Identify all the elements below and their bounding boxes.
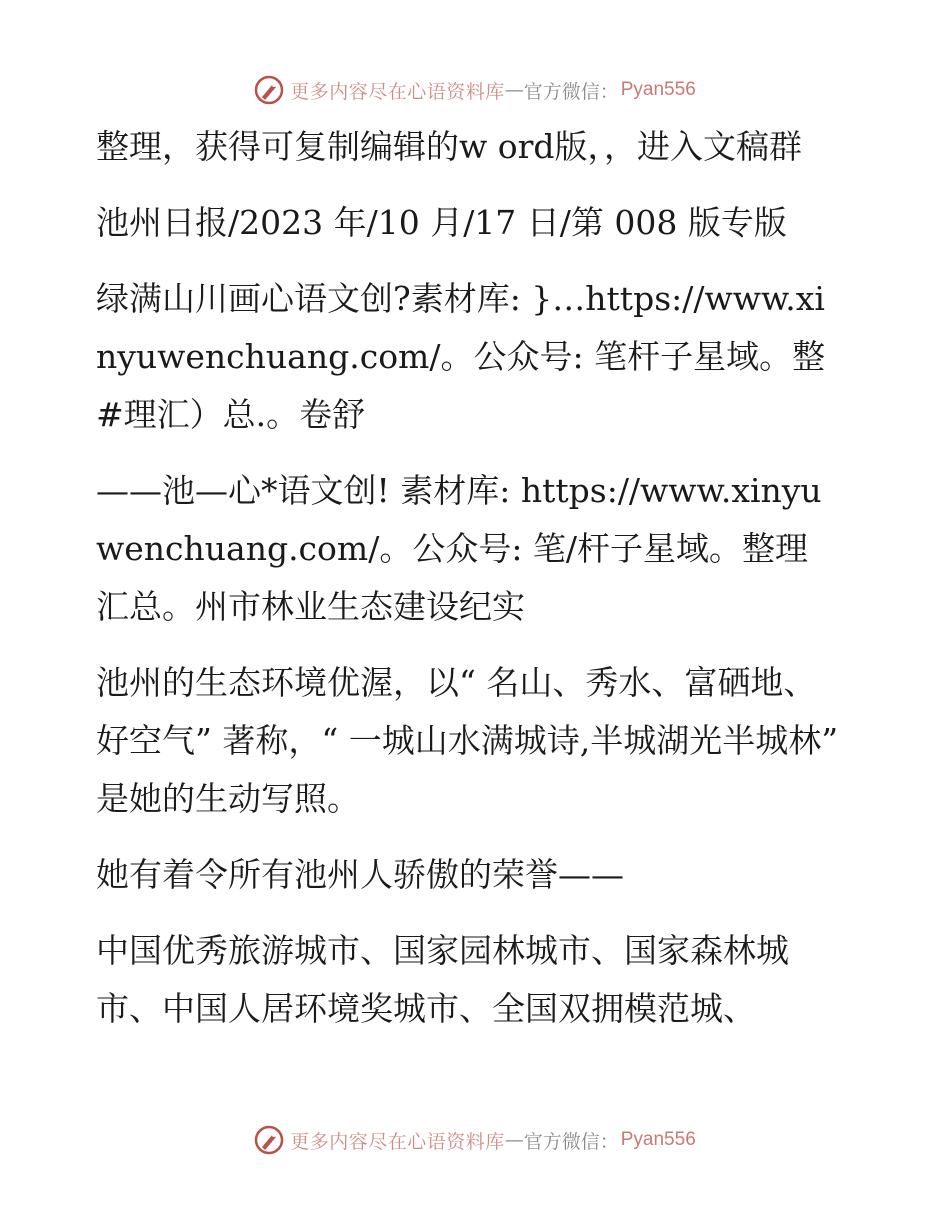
paragraph: 中国优秀旅游城市、国家园林城市、国家森林城市、中国人居环境奖城市、全国双拥模范城、 [96, 931, 789, 1028]
paragraph: 整理，获得可复制编辑的w ord版，，进入文稿群 [96, 127, 803, 166]
watermark-separator: — [504, 79, 524, 101]
pen-logo-icon [254, 1125, 284, 1155]
paragraph: 池州日报/2023 年/10 月/17 日/第 008 版专版 [96, 203, 787, 242]
watermark-footer [0, 1120, 950, 1160]
paragraph: 她有着令所有池州人骄傲的荣誉—— [96, 855, 624, 894]
watermark-header [0, 70, 950, 110]
watermark-id: Pyan556 [620, 79, 696, 100]
watermark-text: 更多内容尽在心语资料库 [290, 1130, 505, 1153]
paragraph: 绿满山川画心语文创?素材库: }…https://www.xinyuwenchuang.com/。公众号: 笔杆子星域。整#理汇）总.。卷舒 [96, 279, 826, 434]
watermark-separator: — [504, 1129, 524, 1151]
watermark-text: 更多内容尽在心语资料库 [290, 80, 505, 103]
watermark-id: Pyan556 [620, 1129, 696, 1150]
watermark-label: 官方微信： [523, 1130, 619, 1153]
watermark-label: 官方微信： [523, 80, 619, 103]
document-body [96, 118, 841, 1056]
paragraph: 池州的生态环境优渥，以“ 名山、秀水、富硒地、好空气” 著称，“ 一城山水满城诗,半城湖光半城林” 是她的生动写照。 [96, 663, 839, 818]
pen-logo-icon [254, 75, 284, 105]
paragraph: ——池—心*语文创! 素材库: https://www.xinyuwenchuang.com/。公众号: 笔/杆子星域。整理汇总。州市林业生态建设纪实 [96, 471, 822, 626]
